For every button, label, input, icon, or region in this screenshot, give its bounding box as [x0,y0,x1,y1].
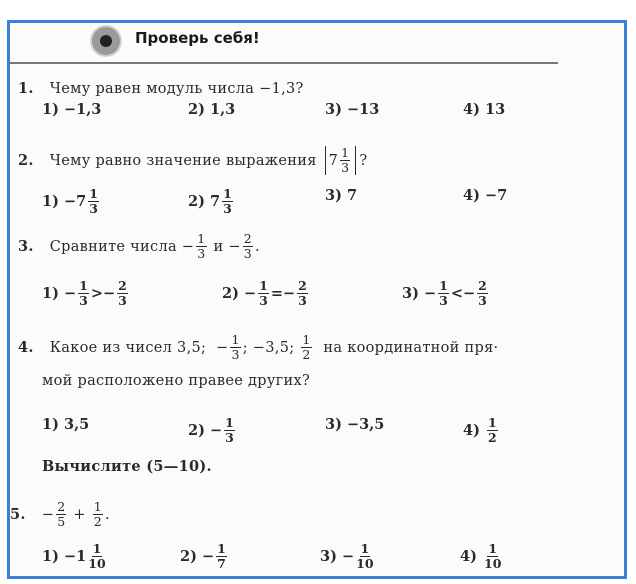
numerator: 1 [341,145,350,160]
fraction [88,542,105,571]
text-segment: Сравните числа − [49,238,195,255]
text-segment: −1,3 [58,101,102,118]
text-segment: 4) [463,187,480,204]
whole-part: 7 [210,193,221,210]
denominator: 2 [93,514,103,529]
answer-option [320,542,376,571]
denominator: 2 [302,347,311,362]
numerator: 1 [439,278,448,293]
answer-option [180,542,229,571]
text-segment: ; −3,5; [242,339,300,356]
text-segment: . [105,506,110,523]
question-4 [18,333,498,362]
question-number: 1. [18,80,34,97]
text-segment: 3) [325,416,342,433]
text-segment: −3,5 [341,416,385,433]
target-icon [92,27,120,55]
numerator: 2 [298,278,307,293]
answer-option [402,279,490,308]
answer-option [463,101,505,118]
fraction [356,542,373,571]
numerator: 1 [488,415,497,430]
numerator: 1 [93,499,103,514]
text-segment: и − [208,238,241,255]
numerator: 2 [118,278,127,293]
answer-option [188,187,235,216]
question-number: 3. [18,238,34,255]
denominator: 3 [341,160,350,175]
denominator: 3 [197,246,206,261]
denominator: 2 [488,430,497,445]
text-segment: − [196,548,215,565]
text-segment: − [41,506,55,523]
text-segment: ? [359,152,368,169]
question-number: 4. [18,339,34,356]
denominator: 3 [243,246,253,261]
numerator: 1 [92,541,102,556]
instruction: Вычислите (5—10). [42,458,212,475]
text-segment: − [238,285,257,302]
fraction [93,500,103,529]
text-segment: 2) [188,101,205,118]
text-segment: 2) [188,422,205,439]
text-segment: 1) [42,416,59,433]
question-4-continued: мой расположено правее других? [42,373,311,389]
answer-option [42,279,130,308]
question-text [50,333,499,362]
whole-part: 7 [76,193,87,210]
text-segment: + [68,506,91,523]
text-segment: − [58,285,77,302]
fraction [88,187,99,216]
fraction [258,279,269,308]
text-segment: =− [270,285,296,302]
answer-option [188,416,237,445]
fraction [216,542,227,571]
fraction [340,146,350,175]
section-title: Проверь себя! [135,29,260,47]
text-segment: − [58,193,77,210]
text-segment: 4) [463,422,480,439]
text-segment: 4) [460,548,477,565]
text-segment: −7 [479,187,508,204]
answer-option [463,187,507,204]
question-text [50,81,304,97]
text-segment: − [336,548,355,565]
denominator: 3 [225,430,234,445]
answer-option [188,101,235,118]
denominator: 3 [79,293,88,308]
text-segment: 3) [320,548,337,565]
numerator: 2 [243,231,253,246]
text-segment: 2) [188,193,205,210]
fraction [477,279,488,308]
text-segment: 2) [180,548,197,565]
question-text [50,146,368,175]
header-divider [8,62,558,64]
text-segment: 1) [42,548,59,565]
fraction [243,232,253,261]
answer-option [325,187,357,204]
text-segment: 1,3 [204,101,236,118]
denominator: 3 [478,293,487,308]
text-segment: 1) [42,285,59,302]
fraction [222,187,233,216]
text-segment: − [418,285,437,302]
text-segment: −13 [341,101,380,118]
question-5 [10,500,110,529]
denominator: 3 [118,293,127,308]
answer-option [222,279,310,308]
fraction [297,279,308,308]
text-segment: 7 [341,187,358,204]
answer-option [42,542,108,571]
fraction [230,333,240,362]
answer-option [42,187,101,216]
text-segment: 1) [42,101,59,118]
answer-option [325,416,384,433]
fraction [56,500,66,529]
text-segment: . [255,238,260,255]
fraction [438,279,449,308]
text-segment: Чему равно значение выражения [49,152,322,169]
numerator: 1 [79,278,88,293]
answer-option [42,101,101,118]
denominator: 3 [259,293,268,308]
text-segment: 3) [402,285,419,302]
fraction [117,279,128,308]
text-segment: на координатной пря· [313,339,499,356]
text-segment: Какое из чисел 3,5; − [49,339,229,356]
fraction [224,416,235,445]
text-segment: − [204,422,223,439]
denominator: 3 [223,201,232,216]
denominator: 10 [484,556,502,571]
question-number: 5. [10,506,26,523]
denominator: 7 [217,556,226,571]
answer-option [460,542,503,571]
denominator: 3 [439,293,448,308]
absolute-value [325,146,357,175]
text-segment: 1) [42,193,59,210]
numerator: 1 [89,186,98,201]
fraction [301,333,311,362]
question-text [42,500,110,529]
numerator: 1 [488,541,498,556]
denominator: 3 [89,201,98,216]
numerator: 1 [231,332,240,347]
numerator: 1 [259,278,268,293]
numerator: 1 [225,415,234,430]
numerator: 1 [197,231,206,246]
question-1 [18,80,304,97]
text-segment [480,422,485,439]
text-segment: <− [450,285,476,302]
denominator: 5 [57,514,66,529]
text-segment: − [58,548,77,565]
text-segment: 3) [325,101,342,118]
question-number: 2. [18,152,34,169]
text-segment: Чему равен модуль числа −1,3? [49,80,304,97]
question-2 [18,146,367,175]
numerator: 1 [360,541,370,556]
denominator: 10 [356,556,374,571]
whole-part: 1 [76,548,87,565]
fraction [484,542,501,571]
numerator: 1 [217,541,226,556]
denominator: 10 [88,556,106,571]
answer-option [463,416,500,445]
numerator: 2 [478,278,487,293]
text-segment: >− [90,285,116,302]
fraction [196,232,206,261]
text-segment [477,548,482,565]
text-segment: 2) [222,285,239,302]
text-segment: 3,5 [58,416,90,433]
text-segment: 3) [325,187,342,204]
numerator: 1 [302,332,311,347]
denominator: 3 [231,347,240,362]
numerator: 1 [223,186,232,201]
question-text [50,232,260,261]
denominator: 3 [298,293,307,308]
text-segment: 13 [479,101,506,118]
text-segment: 4) [463,101,480,118]
fraction [487,416,498,445]
numerator: 2 [57,499,66,514]
whole-part: 7 [328,152,339,169]
fraction [78,279,89,308]
answer-option [325,101,379,118]
question-3 [18,232,260,261]
answer-option [42,416,89,433]
